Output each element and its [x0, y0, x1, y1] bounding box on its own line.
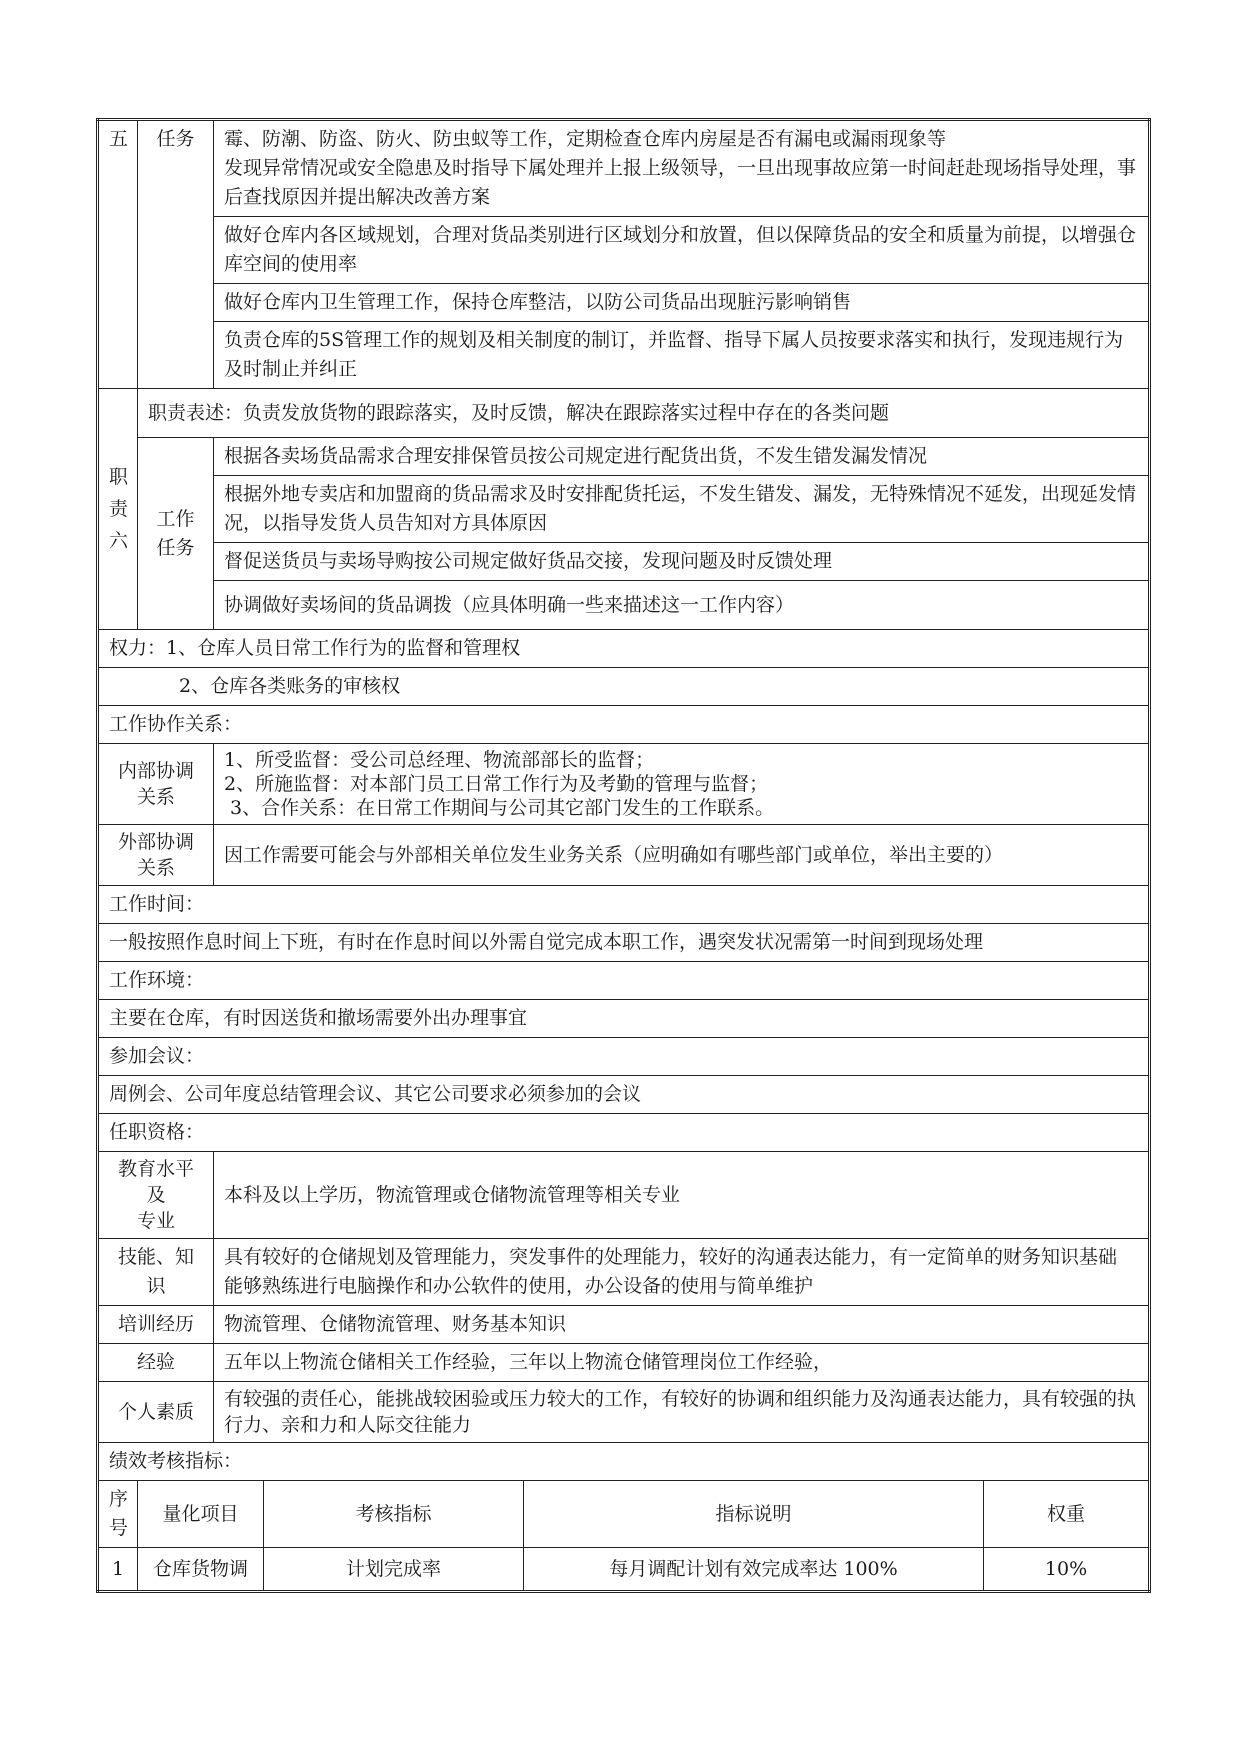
duty6-label	[98, 389, 138, 630]
experience-row	[98, 1344, 1150, 1382]
skills-line-2: 能够熟练进行电脑操作和办公软件的使用，办公设备的使用与简单维护	[224, 1275, 814, 1297]
environment-title: 工作环境：	[98, 962, 1150, 1000]
duty5-task-2: 做好仓库内各区域规划，合理对货品类别进行区域划分和放置，但以保障货品的安全和质量为前提，以增强仓库空间的使用率	[214, 217, 1150, 284]
performance-cell-description: 每月调配计划有效完成率达 100%	[524, 1548, 984, 1592]
education-text: 本科及以上学历，物流管理或仓储物流管理等相关专业	[214, 1152, 1150, 1239]
internal-cooperation-item-2: 2、所施监督：对本部门员工日常工作行为及考勤的管理与监督；	[224, 773, 769, 795]
personal-quality-label: 个人素质	[98, 1382, 214, 1443]
power-row-2	[98, 668, 1150, 706]
duty5-task-1	[214, 120, 1150, 217]
power-row-1	[98, 630, 1150, 668]
duty5-row-3	[98, 284, 1150, 322]
duty6-task-3: 督促送货员与卖场导购按公司规定做好货品交接，发现问题及时反馈处理	[214, 543, 1150, 581]
qualifications-title-row	[98, 1114, 1150, 1152]
performance-title-row	[98, 1443, 1150, 1481]
performance-header-description: 指标说明	[524, 1481, 984, 1548]
power-line-2: 2、仓库各类账务的审核权	[98, 668, 1150, 706]
skills-text	[214, 1239, 1150, 1306]
duty6-label-char-1: 职	[109, 466, 129, 488]
performance-header-row	[98, 1481, 1150, 1548]
external-cooperation-row	[98, 825, 1150, 886]
performance-cell-item: 仓库货物调	[138, 1548, 264, 1592]
duty5-task-label: 任务	[138, 120, 214, 389]
internal-cooperation-label	[98, 744, 214, 825]
internal-cooperation-label-line-2: 关系	[137, 786, 176, 808]
training-row	[98, 1306, 1150, 1344]
duty6-row-task-1	[98, 438, 1150, 476]
duty5-task-1-line-1: 霉、防潮、防盗、防火、防虫蚁等工作，定期检查仓库内房屋是否有漏电或漏雨现象等	[224, 128, 947, 150]
cooperation-title: 工作协作关系：	[98, 706, 1150, 744]
duty6-row-task-2	[98, 476, 1150, 543]
performance-cell-indicator: 计划完成率	[264, 1548, 524, 1592]
duty5-task-1-line-2: 发现异常情况或安全隐患及时指导下属处理并上报上级领导，一旦出现事故应第一时间赶赴现场指导处理，事后查找原因并提出解决改善方案	[224, 157, 1137, 208]
duty6-task-label-line-1: 工作	[156, 507, 195, 530]
duty6-task-label	[138, 438, 214, 630]
qualifications-title: 任职资格：	[98, 1114, 1150, 1152]
performance-cell-no: 1	[98, 1548, 138, 1592]
training-text: 物流管理、仓储物流管理、财务基本知识	[214, 1306, 1150, 1344]
duty6-statement: 职责表述：负责发放货物的跟踪落实，及时反馈，解决在跟踪落实过程中存在的各类问题	[138, 389, 1150, 438]
environment-title-row	[98, 962, 1150, 1000]
internal-cooperation-row	[98, 744, 1150, 825]
duty6-row-task-4	[98, 581, 1150, 630]
work-time-text-row	[98, 924, 1150, 962]
work-time-title: 工作时间：	[98, 886, 1150, 924]
personal-quality-row	[98, 1382, 1150, 1443]
work-time-text: 一般按照作息时间上下班，有时在作息时间以外需自觉完成本职工作，遇突发状况需第一时间到现场处理	[98, 924, 1150, 962]
duty5-number: 五	[98, 120, 138, 389]
external-cooperation-text: 因工作需要可能会与外部相关单位发生业务关系（应明确如有哪些部门或单位，举出主要的）	[214, 825, 1150, 886]
duty6-task-4: 协调做好卖场间的货品调拨（应具体明确一些来描述这一工作内容）	[214, 581, 1150, 630]
duty6-label-char-2: 责	[109, 498, 129, 520]
duty5-task-3: 做好仓库内卫生管理工作，保持仓库整洁，以防公司货品出现脏污影响销售	[214, 284, 1150, 322]
performance-header-indicator: 考核指标	[264, 1481, 524, 1548]
education-label-line-1: 教育水平及	[118, 1158, 195, 1206]
personal-quality-text: 有较强的责任心，能挑战较困验或压力较大的工作，有较好的协调和组织能力及沟通表达能力，具有较强的执行力、亲和力和人际交往能力	[214, 1382, 1150, 1443]
education-label-line-2: 专业	[137, 1210, 176, 1232]
internal-cooperation-label-line-1: 内部协调	[118, 760, 195, 782]
duty6-task-1: 根据各卖场货品需求合理安排保管员按公司规定进行配货出货，不发生错发漏发情况	[214, 438, 1150, 476]
experience-label: 经验	[98, 1344, 214, 1382]
training-label: 培训经历	[98, 1306, 214, 1344]
environment-text: 主要在仓库，有时因送货和撤场需要外出办理事宜	[98, 1000, 1150, 1038]
performance-header-weight: 权重	[984, 1481, 1150, 1548]
duty5-row-4	[98, 322, 1150, 389]
experience-text: 五年以上物流仓储相关工作经验，三年以上物流仓储管理岗位工作经验，	[214, 1344, 1150, 1382]
meetings-title: 参加会议：	[98, 1038, 1150, 1076]
duty6-task-label-line-2: 任务	[156, 536, 195, 559]
performance-row	[98, 1548, 1150, 1592]
education-label	[98, 1152, 214, 1239]
meetings-text: 周例会、公司年度总结管理会议、其它公司要求必须参加的会议	[98, 1076, 1150, 1114]
duty5-row-2	[98, 217, 1150, 284]
education-row	[98, 1152, 1150, 1239]
duty6-row-task-3	[98, 543, 1150, 581]
performance-title: 绩效考核指标：	[98, 1443, 1150, 1481]
skills-row	[98, 1239, 1150, 1306]
duty5-row-1	[98, 120, 1150, 217]
cooperation-title-row	[98, 706, 1150, 744]
internal-cooperation-item-3: 3、合作关系：在日常工作期间与公司其它部门发生的工作联系。	[224, 797, 775, 819]
internal-cooperation-item-1: 1、所受监督：受公司总经理、物流部部长的监督；	[224, 749, 655, 771]
performance-cell-weight: 10%	[984, 1548, 1150, 1592]
work-time-title-row	[98, 886, 1150, 924]
external-cooperation-label-line-2: 关系	[137, 857, 176, 879]
power-line-1: 权力：1、仓库人员日常工作行为的监督和管理权	[98, 630, 1150, 668]
performance-header-no: 序号	[98, 1481, 138, 1548]
duty6-label-char-3: 六	[109, 530, 129, 552]
job-description-page	[96, 118, 1148, 1593]
skills-label: 技能、知识	[98, 1239, 214, 1306]
external-cooperation-label	[98, 825, 214, 886]
job-description-table	[96, 118, 1151, 1593]
environment-text-row	[98, 1000, 1150, 1038]
performance-header-item: 量化项目	[138, 1481, 264, 1548]
skills-line-1: 具有较好的仓储规划及管理能力，突发事件的处理能力，较好的沟通表达能力，有一定简单的财务知识基础	[224, 1246, 1118, 1268]
meetings-title-row	[98, 1038, 1150, 1076]
duty5-task-4: 负责仓库的5S管理工作的规划及相关制度的制订，并监督、指导下属人员按要求落实和执行，发现违规行为及时制止并纠正	[214, 322, 1150, 389]
external-cooperation-label-line-1: 外部协调	[118, 831, 195, 853]
internal-cooperation-items	[214, 744, 1150, 825]
meetings-text-row	[98, 1076, 1150, 1114]
duty6-task-2: 根据外地专卖店和加盟商的货品需求及时安排配货托运，不发生错发、漏发，无特殊情况不延发，出现延发情况，以指导发货人员告知对方具体原因	[214, 476, 1150, 543]
duty6-row-statement	[98, 389, 1150, 438]
